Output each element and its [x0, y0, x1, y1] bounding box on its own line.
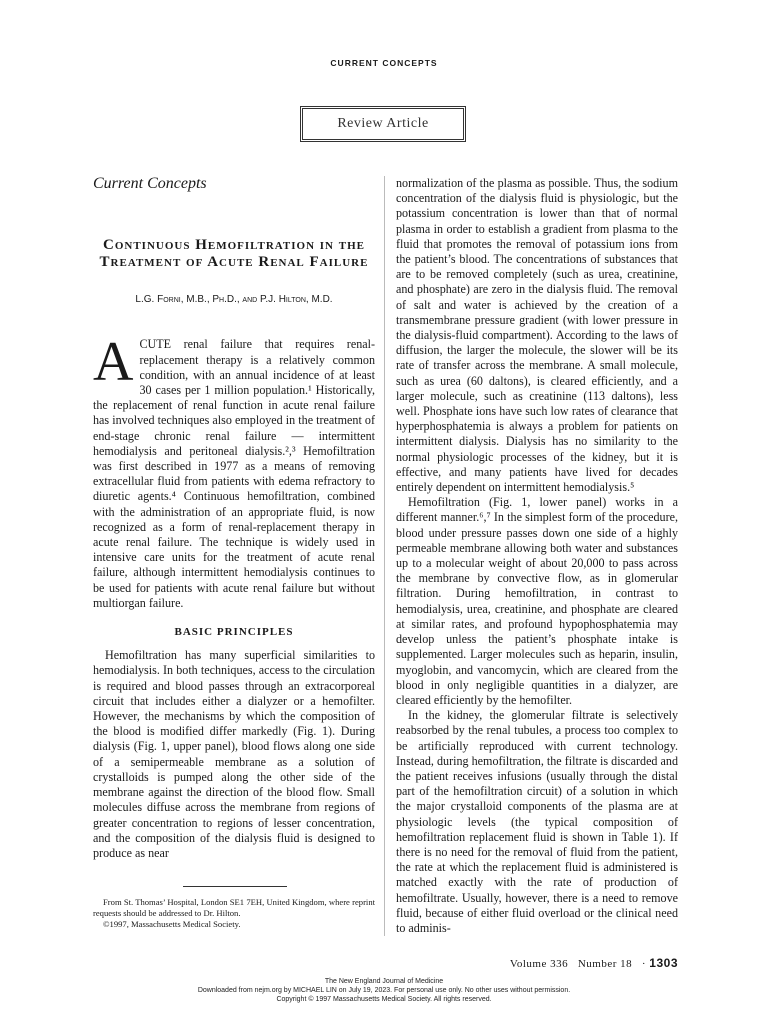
journal-name: The New England Journal of Medicine [324, 978, 444, 985]
footnote [93, 897, 375, 930]
intro-text: CUTE renal failure that requires renal-replacement therapy is a relatively common condition, with an annual incidence of at least 30 cases per 1 million population.¹ Historically, the replacement of renal function in acute renal failure has involved techniques also employed in the treatment of end-stage chronic renal failure — intermittent hemodialysis and peritoneal dialysis.²,³ Hemofiltration was first described in 1977 as a means of removing extracellular fluid from patients with edema refractory to diuretic agents.⁴ Continuous hemofiltration, combined with the administration of an appropriate fluid, is now recognized as a form of renal-replacement therapy in acute renal failure. The technique is widely used in intensive care units for the treatment of acute renal failure, although intermittent hemodialysis continues to be used for patients with acute renal failure but without multiorgan failure. [93, 337, 375, 610]
section-subhead: BASIC PRINCIPLES [174, 626, 294, 639]
download-info: Downloaded from nejm.org by MICHAEL LIN on July 19, 2023. For personal use only. No other uses without permission. [197, 987, 571, 994]
article-authors: L.G. Forni, M.B., Ph.D., and P.J. Hilton, M.D. [135, 294, 333, 306]
body-paragraph: In the kidney, the glomerular filtrate is selectively reabsorbed by the renal tubules, a process too complex to be artificially reproduced with current technology. Instead, during hemofiltration, the filtrate is discarded and the patient receives infusions (usually through the distal part of the hemofiltration circuit) of a solution in which the major crystalloid components of the plasma are at physiologic levels (the typical composition of hemofiltration replacement fluid is shown in Table 1). If there is no need for the removal of fluid from the patient, the rate at which the replacement fluid is administered is matched exactly with the rate of production of hemofiltrate. Usually, however, there is a need to remove fluid, because of either fluid overload or the clinical need to adminis- [396, 708, 678, 935]
page-number: 1303 [649, 956, 678, 970]
right-column [396, 176, 678, 936]
drop-cap: A [93, 331, 134, 394]
affiliation-note: From St. Thomas’ Hospital, London SE1 7EH, United Kingdom, where reprint requests should be addressed to Dr. Hilton. [93, 897, 375, 918]
column-divider [384, 176, 385, 936]
page-footer [510, 956, 678, 970]
section-name: Current Concepts [93, 175, 207, 192]
copyright-note: ©1997, Massachusetts Medical Society. [103, 919, 241, 929]
volume-issue: Volume 336 Number 18 · [509, 958, 647, 970]
review-article-label: Review Article [300, 106, 466, 142]
download-notice [0, 977, 768, 1004]
journal-section-header: CURRENT CONCEPTS [330, 58, 438, 68]
copyright-info: Copyright © 1997 Massachusetts Medical Society. All rights reserved. [276, 996, 492, 1003]
body-paragraph: Hemofiltration (Fig. 1, lower panel) works in a different manner.⁶,⁷ In the simplest form of the procedure, blood under pressure passes down one side of a highly permeable membrane allowing both water and substances up to a molecular weight of about 20,000 to pass across the membrane by convective flow, as in glomerular filtration. During hemofiltration, in contrast to hemodialysis, urea, creatinine, and phosphate are cleared at similar rates, and profound hypophosphatemia may develop unless the patient’s phosphate intake is supplemented. Larger molecules such as heparin, insulin, myoglobin, and vancomycin, which are cleared from the blood in only negligible quantities in a dialyzer, are cleared efficiently by the hemofilter. [396, 495, 678, 707]
left-column [93, 176, 375, 861]
body-paragraph: Hemofiltration has many superficial similarities to hemodialysis. In both techniques, access to the circulation is required and blood passes through an extracorporeal circuit that includes either a dialyzer or a hemofilter. However, the mechanisms by which the composition of the blood is modified differ markedly (Fig. 1). During dialysis (Fig. 1, upper panel), blood flows along one side of a semipermeable membrane as a solution of crystalloids is pumped along the other side of the membrane against the direction of the blood flow. Small molecules diffuse across the membrane from regions of greater concentration to regions of lesser concentration, and the composition of the dialysis fluid is designed to produce as near [93, 648, 375, 860]
article-title: Continuous Hemofiltration in the Treatment of Acute Renal Failure [99, 237, 369, 270]
body-paragraph: normalization of the plasma as possible. Thus, the sodium concentration of the dialysis fluid is physiologic, but the potassium concentration is lower than that of normal plasma in order to establish a gradient from plasma to the fluid that promotes the removal of potassium ions from the patient’s blood. The concentrations of substances that are to be removed completely (such as urea, creatinine, and phosphate) are zero in the dialysis fluid. The removal of salt and water is achieved by the creation of a transmembrane pressure gradient (with lower pressure in the dialysis-fluid compartment). According to the laws of diffusion, the larger the molecule, the slower will be its rate of transfer across the membrane. A small molecule, such as urea (60 daltons), is cleared efficiently, and a larger molecule, such as creatinine (113 daltons), less well. Phosphate ions have such low rates of clearance that hyperphosphatemia is always a problem for patients on intermittent dialysis. Dialysis has no similarity to the normal physiologic processes of the kidney, but it is effective, and many patients have lived for decades entirely dependent on intermittent hemodialysis.⁵ [396, 176, 678, 495]
intro-paragraph [93, 331, 375, 611]
footnote-rule [183, 886, 287, 887]
